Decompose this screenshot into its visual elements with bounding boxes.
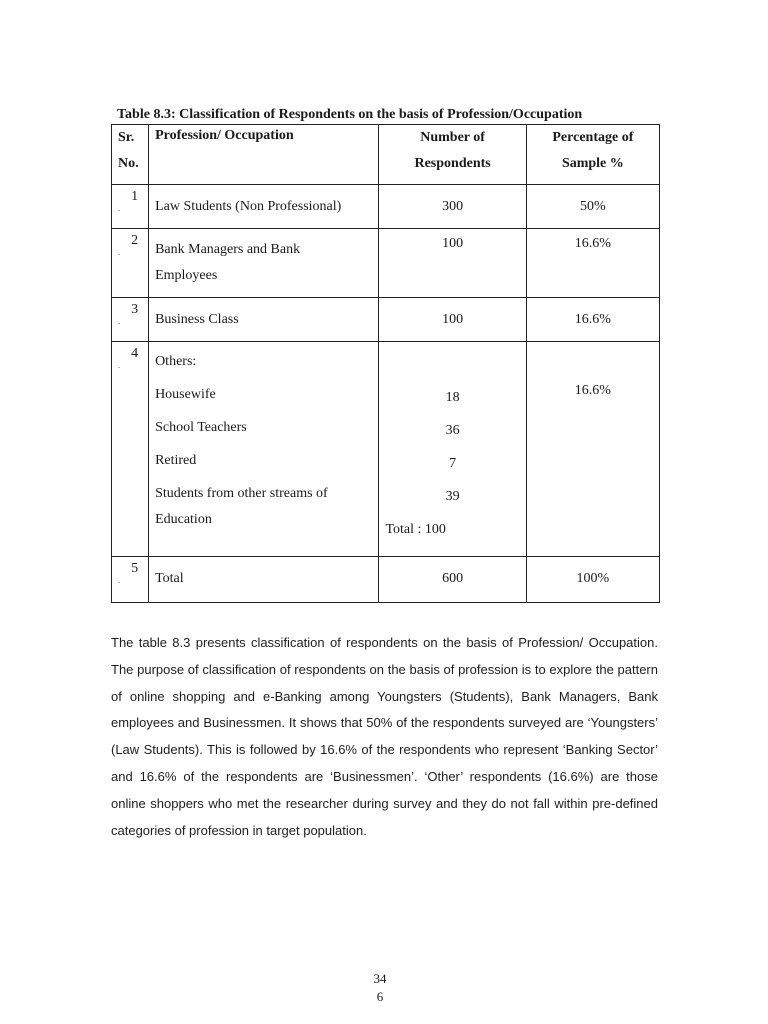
sr-dot: . [118,361,120,370]
table-row [112,229,660,298]
others-total: Total : 100 [385,522,446,537]
table-row [112,298,660,342]
header-percentage-line2: Sample % [561,156,624,171]
sr-number: 1 [131,189,139,204]
profession-cell [149,229,379,298]
page-number-line1: 34 [373,971,387,986]
body-paragraph: The table 8.3 presents classification of respondents on the basis of Profession/ Occupation. The purpose of classification of respondents on the basis of profession is to explore the pattern of online shopping and e-Banking among Youngsters (Students), Bank Managers, Bank employees and Businessmen. It shows that 50% of the respondents surveyed are ‘Youngsters’ (Law Students). This is followed by 16.6% of the respondents who represent ‘Banking Sector’ and 16.6% of the respondents are ‘Businessmen’. ‘Other’ respondents (16.6%) are those online shoppers who met the researcher during survey and they do not fall within pre-defined categories of profession in target population. [111,635,658,838]
header-sr-line2: No. [118,156,139,171]
respondents-table [111,124,660,603]
sr-dot: . [118,576,120,585]
page-number [368,970,392,1006]
table-row [112,185,660,229]
sr-cell [112,298,149,342]
profession-cell: Business Class [149,298,379,342]
number-cell: 300 [379,185,526,229]
sr-dot: . [118,204,120,213]
others-item: Retired [155,453,197,468]
others-numbers [379,381,525,513]
sr-cell [112,557,149,603]
sr-cell [112,342,149,557]
header-profession [149,125,379,185]
sr-number: 3 [131,302,139,317]
profession-line2: Employees [155,268,218,283]
others-number: 39 [445,489,460,504]
sr-number: 2 [131,233,139,248]
percentage-cell: 50% [526,185,659,229]
others-number: 36 [445,423,460,438]
number-cell [379,342,526,557]
others-list [155,345,378,533]
sr-cell [112,185,149,229]
sr-dot: . [118,248,120,257]
profession-cell [149,342,379,557]
header-profession-label: Profession/ Occupation [155,128,294,143]
others-number: 7 [449,456,457,471]
profession-line1: Bank Managers and Bank [155,242,301,257]
table-caption: Table 8.3: Classification of Respondents on the basis of Profession/Occupation [117,107,583,122]
sr-number: 5 [131,561,139,576]
others-item: Students from other streams of [155,486,328,501]
page-number-line2: 6 [376,989,384,1004]
number-cell: 600 [379,557,526,603]
header-sr-no [112,125,149,185]
header-number [379,125,526,185]
header-number-line2: Respondents [414,156,491,171]
others-item: School Teachers [155,420,247,435]
sr-cell [112,229,149,298]
table-header-row [112,125,660,185]
percentage-cell: 100% [526,557,659,603]
table-row [112,557,660,603]
header-number-line1: Number of [420,130,485,145]
others-heading: Others: [155,354,197,369]
profession-cell: Law Students (Non Professional) [149,185,379,229]
sr-number: 4 [131,346,139,361]
others-item: Housewife [155,387,216,402]
number-cell: 100 [379,298,526,342]
header-percentage-line1: Percentage of [552,130,634,145]
percentage-cell: 16.6% [526,298,659,342]
table-row [112,342,660,557]
number-cell: 100 [379,229,526,298]
percentage-cell: 16.6% [526,229,659,298]
percentage-cell: 16.6% [526,342,659,557]
sr-dot: . [118,317,120,326]
others-number: 18 [445,390,460,405]
header-percentage [526,125,659,185]
profession-cell: Total [149,557,379,603]
header-sr-line1: Sr. [118,130,135,145]
others-item-continued: Education [155,512,212,527]
